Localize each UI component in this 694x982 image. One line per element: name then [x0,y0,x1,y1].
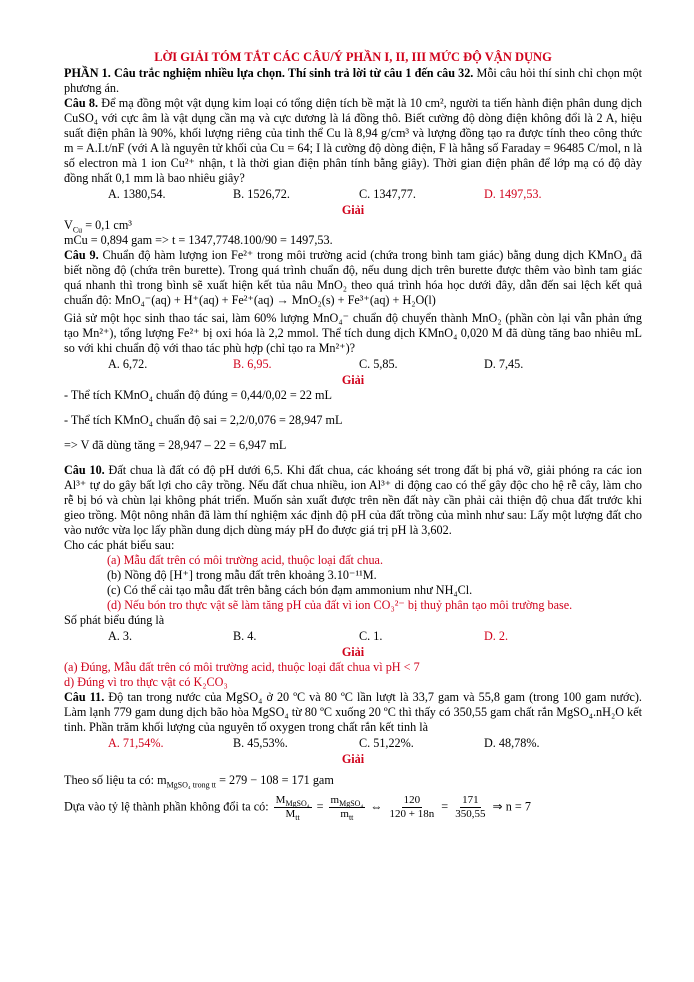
q9-options [64,357,642,372]
q10-solution-line-2: d) Đúng vì tro thực vật có K₂CO₃ [64,675,228,689]
f2-den: m [340,808,349,820]
q10-option-a: A. 3. [108,629,133,643]
q11-result: ⇒ n = 7 [492,799,531,814]
q11-sol1-m: m [157,773,167,787]
q9-equation: MnO₄⁻(aq) + H⁺(aq) + Fe²⁺(aq) → MnO₂(s) + Fe³⁺(aq) + H₂O(l) [114,293,436,307]
q10-solution-line-1: (a) Đúng, Mẫu đất trên có môi trường acid, thuộc loại đất chua vì pH < 7 [64,660,420,674]
part1-rest: Mỗi câu hỏi thí sinh chỉ chọn một phương án. [64,66,642,95]
q10-option-b: B. 4. [233,629,257,643]
fraction-numeric-2 [453,794,487,821]
q11-body: Độ tan trong nước của MgSO₄ ở 20 ºC và 80 ºC lần lượt là 33,7 gam và 55,8 gam (trong 100 gam nước). Làm lạnh 779 gam dung dịch bão hòa MgSO₄ từ 80 ºC xuống 20 ºC thì thấy có 350,55 gam chất rắn MgSO₄.nH₂O kết tinh. Phần trăm khối lượng của nguyên tố oxygen trong chất rắn kết tinh là [64,690,642,734]
q10-question: Số phát biểu đúng là [64,613,165,627]
part1-heading: PHẦN 1. Câu trắc nghiệm nhiều lựa chọn. Thí sinh trả lời từ câu 1 đến câu 32. [64,66,474,80]
q8-option-a: A. 1380,54. [108,187,166,201]
q9-solution-line-3: => V đã dùng tăng = 28,947 – 22 = 6,947 mL [64,438,287,452]
f4-den: 350,55 [455,808,486,820]
q10-statement-a: (a) Mẫu đất trên có môi trường acid, thuộc loại đất chua. [107,553,384,567]
q10-statement-c: (c) Có thể cải tạo mẫu đất trên bằng cách bón đạm ammonium như NH₄Cl. [107,583,473,597]
q11-solution-line-1 [64,773,642,788]
q10-body: Đất chua là đất có độ pH dưới 6,5. Khi đất chua, các khoáng sét trong đất bị phá vỡ, giải phóng ra các ion Al³⁺ tự do gây bất lợi cho cây trồng. Nếu đất chua nhiều, ion Al³⁺ di động cao có thể gây độc cho hệ rễ cây, làm cho rễ bị bó và chùn lại không phát triển. Muốn sản xuất được trên nền đất này cần phải cải thiện độ chua đất trước khi gieo trồng. Một nông nhân đã làm thí nghiệm xác định độ pH của đất trồng của mình như sau: Lấy một lượng đất cho vào nước vừa lọc lấy phần dung dịch dùng máy pH đo được giá trị pH là 3,602. [64,463,642,537]
q9-text-b: Giả sử một học sinh thao tác sai, làm 60% lượng MnO₄⁻ chuẩn độ chuyển thành MnO₂ (phần còn lại vẫn phản ứng tạo Mn²⁺), tổng lượng Fe²⁺ bị oxi hóa là 2,2 mmol. Thể tích dung dịch KMnO₄ 0,020 M đã dùng tăng bao nhiêu mL so với khi chuẩn độ với thao tác phù hợp (chỉ tạo ra Mn²⁺)? [64,311,642,355]
q10-statement-b: (b) Nồng độ [H⁺] trong mẫu đất trên khoảng 3.10⁻¹¹M. [107,568,377,582]
q8-sol1-v: V [64,218,73,232]
f1-den: M [285,808,296,820]
q9-solution-line-2: - Thể tích KMnO₄ chuẩn độ sai = 2,2/0,076 = 28,947 mL [64,413,343,427]
q9-label: Câu 9. [64,248,99,262]
q11-text [64,690,642,735]
q11-option-d: D. 48,78%. [484,736,540,750]
q11-options [64,736,642,751]
q9-option-a: A. 6,72. [108,357,148,371]
q8-text [64,96,642,186]
f1-den-sub: tt [295,813,300,823]
f2-num: m [330,794,340,806]
q8-sol1-sub: Cu [72,225,83,235]
q8-option-b: B. 1526,72. [233,187,290,201]
q11-sol1-pre: Theo số liệu ta có: [64,773,158,787]
q11-option-b: B. 45,53%. [233,736,288,750]
f4-num: 171 [462,794,479,806]
fraction-mass [329,794,366,821]
q9-solution-line-1: - Thể tích KMnO₄ chuẩn độ đúng = 0,44/0,02 = 22 mL [64,388,332,402]
q10-option-c: C. 1. [359,629,383,643]
q8-option-c: C. 1347,77. [359,187,416,201]
q11-label: Câu 11. [64,690,105,704]
q8-solution-line-2: mCu = 0,894 gam => t = 1347,7748.100/90 = 1497,53. [64,233,333,247]
f2-den-sub: tt [348,813,354,823]
q9-option-c: C. 5,85. [359,357,398,371]
q10-statement-d: (d) Nếu bón tro thực vật sẽ làm tăng pH của đất vì ion CO₃²⁻ bị thuỷ phân tạo môi trường base. [107,598,573,612]
q11-solution-label: Giải [341,752,365,766]
f3-den: 120 + 18n [389,808,435,820]
q10-label: Câu 10. [64,463,105,477]
q9-text [64,248,642,308]
q11-solution-line-2: Dựa vào tỷ lệ thành phần không đổi ta có: $\frac{M_{MgSO_4}}{M_{tt}}$ = $\frac{m_{MgSO_4}}{m_{tt}}$ ⇔ $\frac{120}{120 + 18n}$ = $\frac{171}{350,55}$ ⇒ n = 7 [64,794,531,823]
q10-solution-label: Giải [341,645,365,659]
q8-solution-label: Giải [341,203,365,217]
q8-options [64,187,642,202]
q8-sol1-rest: = 0,1 cm³ [82,218,132,232]
q10-intro: Cho các phát biểu sau: [64,538,175,552]
q9-solution-label: Giải [341,373,365,387]
q9-option-b: B. 6,95. [233,357,272,371]
part1-heading-paragraph [64,66,642,96]
f1-num: M [275,794,286,806]
q8-label: Câu 8. [64,96,99,110]
f2-num-sub: MgSO₄ [339,799,364,809]
page-title: LỜI GIẢI TÓM TẮT CÁC CÂU/Ý PHẦN I, II, III MỨC ĐỘ VẬN DỤNG [154,50,552,64]
q9-body-a: Chuẩn độ hàm lượng ion Fe²⁺ trong môi trường acid (chứa trong bình tam giác) bằng dung dịch KMnO₄ đã biết nồng độ (chứa trên burette). Trong quá trình chuẩn độ, nếu dung dịch trên burette được thêm vào bình tam giác quá nhanh thì trong bình sẽ xuất hiện kết tủa nâu MnO₂ theo quá trình hóa học dưới đây, dẫn đến sai lệch kết quả chuẩn độ: [64,248,642,307]
q11-option-c: C. 51,22%. [359,736,414,750]
q11-option-a: A. 71,54%. [108,736,164,750]
q11-sol1-sub: MgSO₄ trong tt [166,780,217,790]
q8-option-d: D. 1497,53. [484,187,542,201]
f1-num-sub: MgSO₄ [285,799,310,809]
q10-text [64,463,642,538]
q8-solution-line-1 [64,218,642,233]
q10-option-d: D. 2. [484,629,509,643]
q10-options [64,629,642,644]
q11-sol1-rest: = 279 − 108 = 171 gam [216,773,334,787]
fraction-molar-mass [274,794,312,821]
q9-option-d: D. 7,45. [484,357,524,371]
f3-num: 120 [403,794,421,806]
q8-body: Để mạ đồng một vật dụng kim loại có tổng diện tích bề mặt là 10 cm², người ta tiến hành điện phân dung dịch CuSO₄ với cực âm là vật dụng cần mạ và cực dương là lá đồng thô. Biết cường độ dòng điện không đổi là 2 A, hiệu suất điện phân là 90%, khối lượng riêng của tinh thể Cu là 8,94 g/cm³ và lượng đồng tạo ra được tính theo công thức m = A.I.t/nF (với A là nguyên tử khối của Cu = 64; I là cường độ dòng điện, F là hằng số Faraday = 96485 C/mol, n là số electron mà 1 ion Cu²⁺ nhận, t là thời gian điện phân tính bằng giây). Thời gian điện phân để lớp mạ có độ dày đồng nhất 0,1 mm là bao nhiêu giây? [64,96,642,185]
q11-sol2-pre: Dựa vào tỷ lệ thành phần không đổi ta có: [64,799,272,814]
fraction-numeric-1 [388,794,437,821]
